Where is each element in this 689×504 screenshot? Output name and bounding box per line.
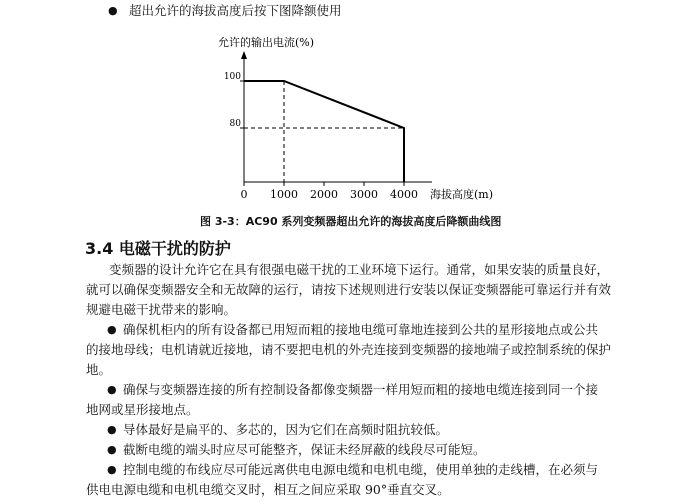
paragraph-line: 控制电缆的布线应尽可能远离供电电源电缆和电机电缆，使用单独的走线槽，在必须与 [123,462,599,477]
derating-curve [244,81,404,182]
derating-chart [0,0,689,235]
paragraph-line: 规避电磁干扰带来的影响。 [86,302,237,317]
section-title: 3.4 电磁干扰的防护 [85,239,231,258]
paragraph-line: 确保与变频器连接的所有控制设备都像变频器一样用短而粗的接地电缆连接到同一个接 [123,382,599,397]
x-tick-label: 2000 [310,188,338,201]
figure-caption: 图 3-3：AC90 系列变频器超出允许的海拔高度后降额曲线图 [200,215,502,228]
x-tick-label: 0 [240,188,248,201]
y-tick-label: 80 [229,119,241,129]
paragraph-line: 的接地母线；电机请就近接地，请不要把电机的外壳连接到变频器的接地端子或控制系统的保护 [86,342,612,357]
x-tick-label: 1000 [270,188,298,201]
bullet-marker: ● [107,423,117,436]
bullet-marker: ● [107,323,117,336]
paragraph-line: 确保机柜内的所有设备都已用短而粗的接地电缆可靠地连接到公共的星形接地点或公共 [123,322,599,337]
x-tick-label: 4000 [390,188,418,201]
bullet-marker: ● [107,383,117,396]
paragraph-line: 导体最好是扁平的、多芯的，因为它们在高频时阻抗较低。 [123,422,449,437]
paragraph-line: 截断电缆的端头时应尽可能整齐，保证未经屏蔽的线段尽可能短。 [123,442,486,457]
intro-bullet: ● [108,4,118,17]
bullet-marker: ● [107,463,117,476]
paragraph-line: 变频器的设计允许它在具有很强电磁干扰的工业环境下运行。通常，如果安装的质量良好， [109,262,610,277]
y-axis-arrow [241,51,247,59]
intro-text: 超出允许的海拔高度后按下图降额使用 [129,3,342,18]
paragraph-line: 地。 [86,362,112,377]
x-tick-label: 3000 [350,188,378,201]
y-tick-label: 100 [223,72,241,82]
paragraph-line: 供电电源电缆和电机电缆交叉时，相互之间应采取 90°垂直交叉。 [86,482,450,497]
bullet-marker: ● [107,443,117,456]
paragraph-line: 地网或星形接地点。 [86,402,199,417]
x-axis-label: 海拔高度(m) [430,188,494,201]
paragraph-line: 就可以确保变频器安全和无故障的运行，请按下述规则进行安装以保证变频器能可靠运行并有效 [86,282,612,297]
y-axis-label: 允许的输出电流(%) [218,36,315,49]
